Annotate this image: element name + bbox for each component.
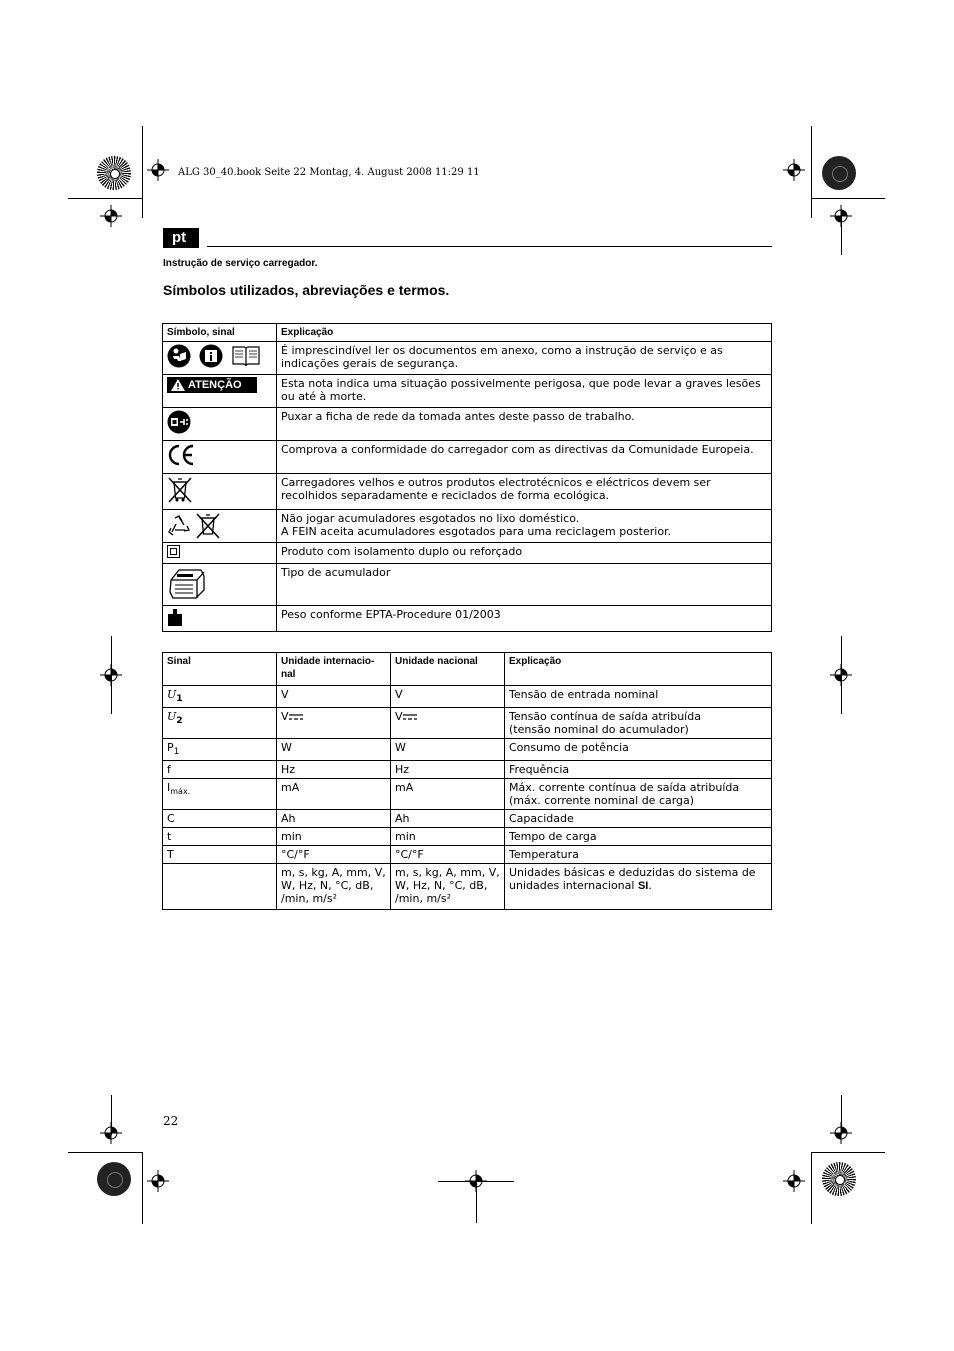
document-subtitle: Instrução de serviço carregador. xyxy=(163,258,318,269)
registration-target-icon xyxy=(100,1122,122,1144)
national-unit-cell: Ah xyxy=(391,810,505,828)
table-header-row xyxy=(163,653,772,686)
sign-cell xyxy=(163,779,277,810)
file-info: ALG 30_40.book Seite 22 Montag, 4. August 2008 11:29 11 xyxy=(178,167,480,178)
explanation-cell: Comprova a conformidade do carregador com as directivas da Comunidade Europeia. xyxy=(277,441,772,474)
sign-cell xyxy=(163,739,277,761)
sign-cell: t xyxy=(163,828,277,846)
national-unit-cell xyxy=(391,708,505,739)
explanation-cell: Tensão contínua de saída atribuída (tensão nominal do acumulador) xyxy=(505,708,772,739)
sign-symbol: P xyxy=(167,741,174,755)
national-unit-cell: min xyxy=(391,828,505,846)
weight-icon xyxy=(167,608,183,626)
table-row xyxy=(163,375,772,408)
battery-pack-icon xyxy=(167,566,207,600)
column-header: Unidade internacio- nal xyxy=(277,653,391,686)
double-insulation-icon xyxy=(167,545,180,558)
info-book-icon xyxy=(199,344,223,368)
national-unit-cell: Hz xyxy=(391,761,505,779)
intl-unit-cell: °C/°F xyxy=(277,846,391,864)
intl-unit-cell: V xyxy=(277,686,391,708)
registration-target-icon xyxy=(100,205,122,227)
intl-unit-cell: mA xyxy=(277,779,391,810)
table-row xyxy=(163,474,772,510)
registration-target-icon xyxy=(147,1170,169,1192)
symbol-cell xyxy=(163,342,277,375)
table-row xyxy=(163,828,772,846)
crossed-bin-icon xyxy=(195,512,221,540)
table-row xyxy=(163,846,772,864)
unit-value: V xyxy=(395,710,403,724)
table-row xyxy=(163,686,772,708)
table-row xyxy=(163,708,772,739)
explanation-cell: Capacidade xyxy=(505,810,772,828)
explanation-end: . xyxy=(648,879,652,893)
explanation-cell: Carregadores velhos e outros produtos electrotécnicos e eléctricos devem ser recolhidos separadamente e reciclados de forma ecológica. xyxy=(277,474,772,510)
explanation-cell: Esta nota indica uma situação possivelmente perigosa, que pode levar a graves lesões ou até à morte. xyxy=(277,375,772,408)
header-rule xyxy=(207,246,772,247)
warning-icon xyxy=(171,379,185,391)
sign-cell xyxy=(163,686,277,708)
national-unit-cell: W xyxy=(391,739,505,761)
explanation-cell: Temperatura xyxy=(505,846,772,864)
column-header: Unidade nacional xyxy=(391,653,505,686)
registration-star-icon xyxy=(97,156,131,190)
table-row xyxy=(163,543,772,564)
sign-cell: T xyxy=(163,846,277,864)
registration-target-icon xyxy=(147,159,169,181)
registration-target-icon xyxy=(830,1122,852,1144)
intl-unit-cell: Ah xyxy=(277,810,391,828)
sign-subscript: 1 xyxy=(173,746,180,758)
sign-symbol: I xyxy=(167,781,171,795)
weee-bin-icon xyxy=(167,476,193,504)
national-unit-cell: V xyxy=(391,686,505,708)
sign-cell: C xyxy=(163,810,277,828)
direct-current-icon xyxy=(403,714,417,720)
registration-star-icon xyxy=(97,1162,131,1196)
national-unit-cell: mA xyxy=(391,779,505,810)
registration-star-icon xyxy=(822,156,856,190)
column-header: Sinal xyxy=(163,653,277,686)
warning-label xyxy=(167,377,257,393)
symbol-cell xyxy=(163,510,277,543)
unplug-icon xyxy=(167,410,191,434)
column-header: Símbolo, sinal xyxy=(163,324,277,342)
units-table xyxy=(162,652,772,910)
language-badge: pt xyxy=(163,228,199,248)
registration-target-icon xyxy=(783,159,805,181)
table-row xyxy=(163,779,772,810)
page-number: 22 xyxy=(163,1114,179,1128)
explanation-cell: Puxar a ficha de rede da tomada antes deste passo de trabalho. xyxy=(277,408,772,441)
table-row xyxy=(163,739,772,761)
registration-target-icon xyxy=(783,1170,805,1192)
symbol-cell xyxy=(163,474,277,510)
column-header: Explicação xyxy=(277,324,772,342)
table-row xyxy=(163,810,772,828)
sign-symbol: U xyxy=(167,710,177,724)
explanation-cell: Máx. corrente contínua de saída atribuída (máx. corrente nominal de carga) xyxy=(505,779,772,810)
explanation-cell: Frequência xyxy=(505,761,772,779)
national-unit-cell: °C/°F xyxy=(391,846,505,864)
section-title: Símbolos utilizados, abreviações e termos. xyxy=(163,282,450,298)
sign-cell xyxy=(163,864,277,910)
explanation-cell xyxy=(505,864,772,910)
sign-subscript: máx. xyxy=(170,787,191,797)
unit-value: V xyxy=(281,710,289,724)
symbol-cell xyxy=(163,408,277,441)
explanation-cell: Tipo de acumulador xyxy=(277,564,772,606)
sign-cell xyxy=(163,708,277,739)
explanation-cell: Produto com isolamento duplo ou reforçado xyxy=(277,543,772,564)
table-row xyxy=(163,606,772,632)
si-abbreviation: SI xyxy=(637,880,649,893)
explanation-cell: Tensão de entrada nominal xyxy=(505,686,772,708)
read-manual-icon xyxy=(167,344,191,368)
table-row xyxy=(163,441,772,474)
table-row xyxy=(163,761,772,779)
explanation-cell: Peso conforme EPTA-Procedure 01/2003 xyxy=(277,606,772,632)
table-row xyxy=(163,564,772,606)
table-header-row xyxy=(163,324,772,342)
sign-subscript: 1 xyxy=(176,693,183,705)
intl-unit-cell xyxy=(277,708,391,739)
explanation-cell: Não jogar acumuladores esgotados no lixo doméstico. A FEIN aceita acumuladores esgotados para uma reciclagem posterior. xyxy=(277,510,772,543)
table-row xyxy=(163,408,772,441)
intl-unit-cell: W xyxy=(277,739,391,761)
explanation-text: Unidades básicas e deduzidas do sistema de unidades internacional xyxy=(509,866,756,893)
registration-star-icon xyxy=(822,1162,856,1196)
table-row xyxy=(163,510,772,543)
ce-mark-icon xyxy=(167,443,197,467)
table-row xyxy=(163,864,772,910)
sign-symbol: U xyxy=(167,688,177,701)
explanation-cell: Tempo de carga xyxy=(505,828,772,846)
symbol-cell xyxy=(163,543,277,564)
warning-label-text: ATENÇÃO xyxy=(188,378,242,391)
symbol-cell xyxy=(163,606,277,632)
direct-current-icon xyxy=(289,714,303,720)
symbol-cell xyxy=(163,375,277,408)
intl-unit-cell: min xyxy=(277,828,391,846)
intl-unit-cell: Hz xyxy=(277,761,391,779)
symbol-cell xyxy=(163,564,277,606)
national-unit-cell: m, s, kg, A, mm, V, W, Hz, N, °C, dB, /min, m/s² xyxy=(391,864,505,910)
sign-cell: f xyxy=(163,761,277,779)
sign-subscript: 2 xyxy=(176,715,183,727)
recycle-icon xyxy=(167,514,191,538)
explanation-cell: É imprescindível ler os documentos em anexo, como a instrução de serviço e as indicações gerais de segurança. xyxy=(277,342,772,375)
explanation-cell: Consumo de potência xyxy=(505,739,772,761)
open-book-icon xyxy=(231,344,261,368)
table-row xyxy=(163,342,772,375)
symbols-table xyxy=(162,323,772,632)
column-header: Explicação xyxy=(505,653,772,686)
symbol-cell xyxy=(163,441,277,474)
intl-unit-cell: m, s, kg, A, mm, V, W, Hz, N, °C, dB, /min, m/s² xyxy=(277,864,391,910)
